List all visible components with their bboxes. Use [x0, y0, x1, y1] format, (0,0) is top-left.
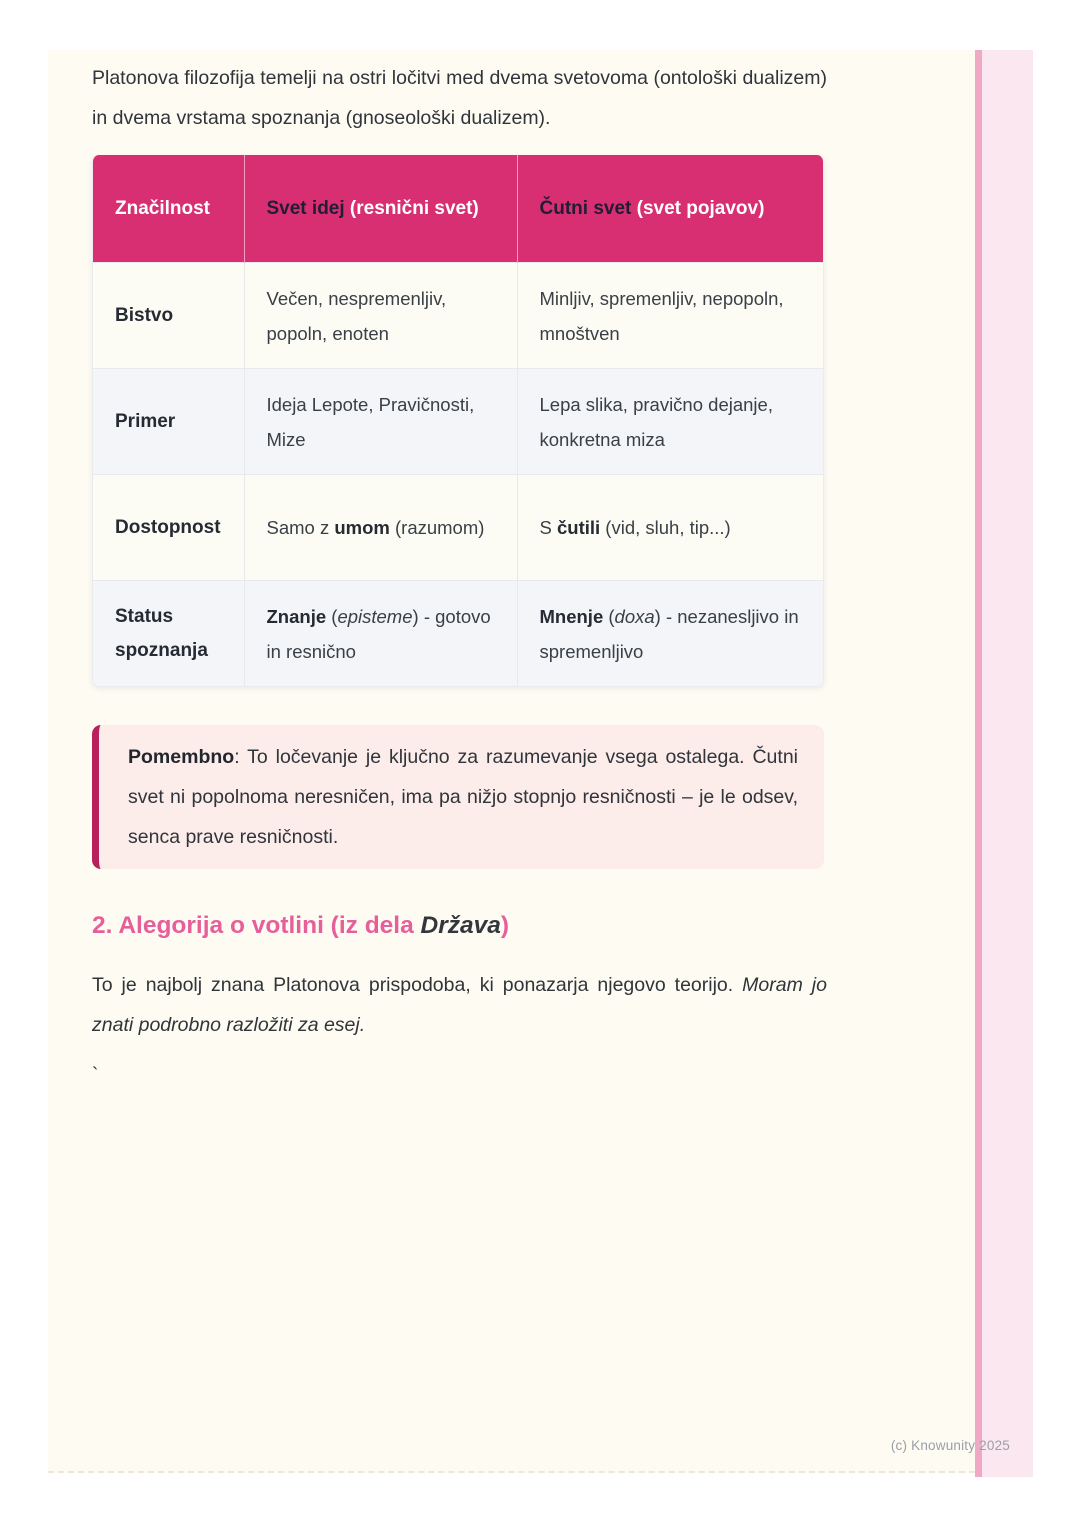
callout-separator: : — [234, 746, 248, 768]
callout-text — [128, 737, 798, 857]
section-heading-alegorija — [92, 909, 827, 943]
row-label-bistvo: Bistvo — [93, 263, 244, 369]
header-cell-svet-idej — [244, 155, 517, 263]
cell-text: ( — [603, 605, 615, 627]
header-note-resnicni-svet: (resnični svet) — [344, 198, 479, 219]
comparison-table — [92, 155, 824, 687]
cell-bistvo-svet-idej: Večen, nespremenljiv, popoln, enoten — [244, 263, 517, 369]
header-cell-znacilnost — [93, 155, 244, 263]
cell-text: ) - nezanesljivo in spremenljivo — [539, 605, 799, 662]
cell-text: (vid, sluh, tip...) — [600, 517, 731, 538]
cell-text: S — [539, 517, 557, 538]
cell-dostopnost-svet-idej — [244, 475, 517, 581]
row-label-status-spoznanja: Status spoznanja — [93, 581, 244, 687]
stray-backtick: ` — [92, 1065, 99, 1086]
row-label-primer: Primer — [93, 369, 244, 475]
cell-text-bold: Mnenje — [539, 605, 604, 627]
table-row-dostopnost — [93, 475, 823, 581]
cell-text: (razumom) — [389, 517, 485, 538]
cell-text: ( — [326, 605, 338, 627]
cell-text-bold: čutili — [556, 517, 601, 538]
heading-text: 2. Alegorija o votlini (iz dela — [92, 912, 421, 939]
table-row-status-spoznanja — [93, 581, 823, 687]
cell-status-svet-idej — [244, 581, 517, 687]
watermark-credit: (c) Knowunity 2025 — [890, 1438, 1010, 1453]
table-row-primer — [93, 369, 823, 475]
cell-text: Samo z — [266, 517, 335, 538]
pink-side-band — [975, 50, 1033, 1477]
row-label-dostopnost: Dostopnost — [93, 475, 244, 581]
callout-label: Pomembno — [128, 746, 235, 768]
heading-work-title: Država — [420, 912, 501, 939]
cell-status-cutni-svet — [517, 581, 823, 687]
header-cell-cutni-svet — [517, 155, 823, 263]
cell-text: ) - gotovo in resnično — [266, 605, 491, 662]
intro-paragraph: Platonova filozofija temelji na ostri ločitvi med dvema svetovoma (ontološki dualizem) in dvema vrstama spoznanja (gnoseološki dualizem). — [92, 67, 827, 129]
section-paragraph — [92, 965, 827, 1045]
cell-text-bold: umom — [334, 517, 390, 538]
page-content — [48, 50, 827, 1087]
header-label-cutni-svet: Čutni svet — [539, 198, 632, 219]
header-label-znacilnost: Značilnost — [115, 198, 211, 219]
table-row-bistvo — [93, 263, 823, 369]
paragraph-text: To je najbolj znana Platonova prispodoba, ki ponazarja njegovo teorijo. — [92, 974, 743, 996]
important-callout — [92, 725, 824, 869]
comparison-table-grid — [93, 155, 823, 686]
cell-primer-cutni-svet: Lepa slika, pravično dejanje, konkretna miza — [517, 369, 823, 475]
callout-body: To ločevanje je ključno za razumevanje vsega ostalega. Čutni svet ni popolnoma neresničen, ima pa nižjo stopnjo resničnosti – je le odsev, senca prave resničnosti. — [128, 746, 798, 848]
cell-bistvo-cutni-svet: Minljiv, spremenljiv, nepopoln, mnoštven — [517, 263, 823, 369]
paragraph-note-italic: Moram jo znati podrobno razložiti za esej. — [92, 974, 827, 1036]
cell-primer-svet-idej: Ideja Lepote, Pravičnosti, Mize — [244, 369, 517, 475]
cell-text-italic: episteme — [337, 605, 413, 627]
table-header-row — [93, 155, 823, 263]
document-page — [48, 50, 975, 1473]
header-label-svet-idej: Svet idej — [266, 198, 345, 219]
heading-close: ) — [500, 912, 510, 939]
header-note-svet-pojavov: (svet pojavov) — [631, 198, 765, 219]
cell-text-italic: doxa — [614, 605, 655, 627]
cell-text-bold: Znanje — [266, 605, 327, 627]
cell-dostopnost-cutni-svet — [517, 475, 823, 581]
